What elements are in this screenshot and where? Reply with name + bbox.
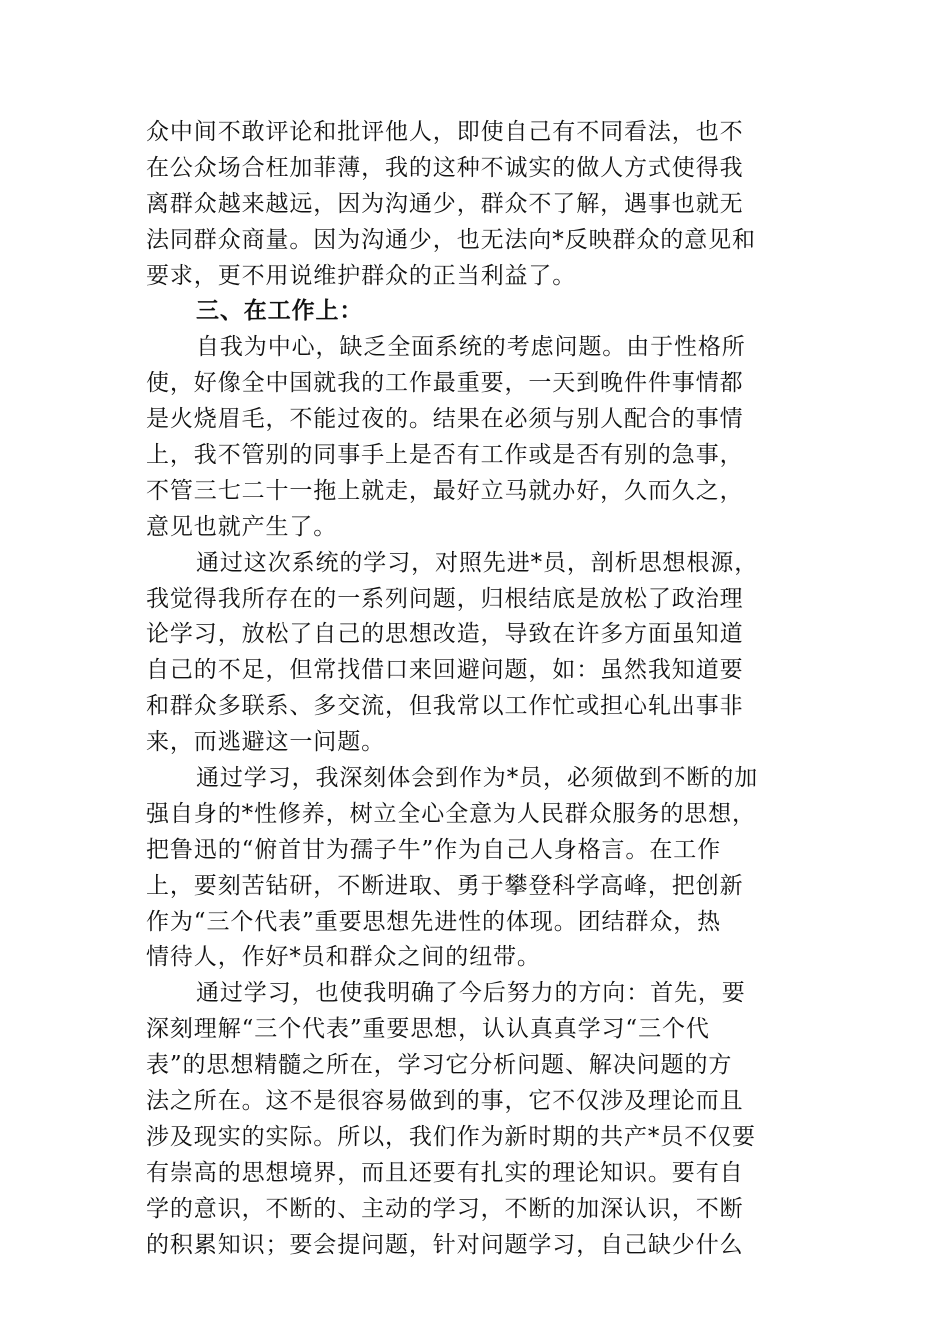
text-line: 把鲁迅的“俯首甘为孺子牛”作为自己人身格言。在工作: [146, 836, 722, 863]
text-line: 作为“三个代表”重要思想先进性的体现。团结群众，热: [146, 908, 722, 935]
text-line: 离群众越来越远，因为沟通少，群众不了解，遇事也就无: [146, 190, 744, 217]
text-line: 来，而逃避这一问题。: [146, 729, 385, 756]
text-line: 在公众场合枉加菲薄，我的这种不诚实的做人方式使得我: [146, 154, 744, 181]
text-line: 有崇高的思想境界，而且还要有扎实的理论知识。要有自: [146, 1159, 744, 1186]
text-line: 和群众多联系、多交流，但我常以工作忙或担心轧出事非: [146, 693, 744, 720]
text-line: 学的意识，不断的、主动的学习，不断的加深认识，不断: [146, 1195, 744, 1222]
paragraph-first-line: 通过学习，也使我明确了今后努力的方向：首先，要: [196, 980, 746, 1007]
text-line: 表”的思想精髓之所在，学习它分析问题、解决问题的方: [146, 1052, 733, 1079]
text-line: 我觉得我所存在的一系列问题，归根结底是放松了政治理: [146, 585, 744, 612]
text-line: 是火烧眉毛，不能过夜的。结果在必须与别人配合的事情: [146, 406, 744, 433]
text-line: 论学习，放松了自己的思想改造，导致在许多方面虽知道: [146, 621, 744, 648]
text-line: 法之所在。这不是很容易做到的事，它不仅涉及理论而且: [146, 1088, 744, 1115]
text-line: 要求，更不用说维护群众的正当利益了。: [146, 262, 577, 289]
section-heading: 三、在工作上：: [196, 298, 364, 325]
text-line: 意见也就产生了。: [146, 513, 338, 540]
document-page: [146, 115, 806, 1264]
paragraph-first-line: 自我为中心，缺乏全面系统的考虑问题。由于性格所: [196, 334, 746, 361]
text-line: 众中间不敢评论和批评他人，即使自己有不同看法，也不: [146, 119, 744, 145]
text-line: 强自身的*性修养，树立全心全意为人民群众服务的思想，: [146, 800, 756, 827]
text-line: 上，我不管别的同事手上是否有工作或是否有别的急事，: [146, 442, 744, 469]
text-line: 法同群众商量。因为沟通少，也无法向*反映群众的意见和: [146, 226, 756, 253]
paragraph-first-line: 通过这次系统的学习，对照先进*员，剖析思想根源，: [196, 549, 759, 576]
paragraph-first-line: 通过学习，我深刻体会到作为*员，必须做到不断的加: [196, 765, 759, 792]
text-line: 上，要刻苦钻研，不断进取、勇于攀登科学高峰，把创新: [146, 872, 744, 899]
text-line: 深刻理解“三个代表”重要思想，认认真真学习“三个代: [146, 1016, 710, 1043]
text-line: 自己的不足，但常找借口来回避问题，如：虽然我知道要: [146, 657, 744, 684]
text-line: 涉及现实的实际。所以，我们作为新时期的共产*员不仅要: [146, 1123, 756, 1150]
text-line: 使，好像全中国就我的工作最重要，一天到晚件件事情都: [146, 370, 744, 397]
text-line: 情待人，作好*员和群众之间的纽带。: [146, 944, 541, 971]
text-line: 不管三七二十一拖上就走，最好立马就办好，久而久之，: [146, 477, 744, 504]
text-line: 的积累知识；要会提问题，针对问题学习，自己缺少什么: [146, 1231, 744, 1258]
